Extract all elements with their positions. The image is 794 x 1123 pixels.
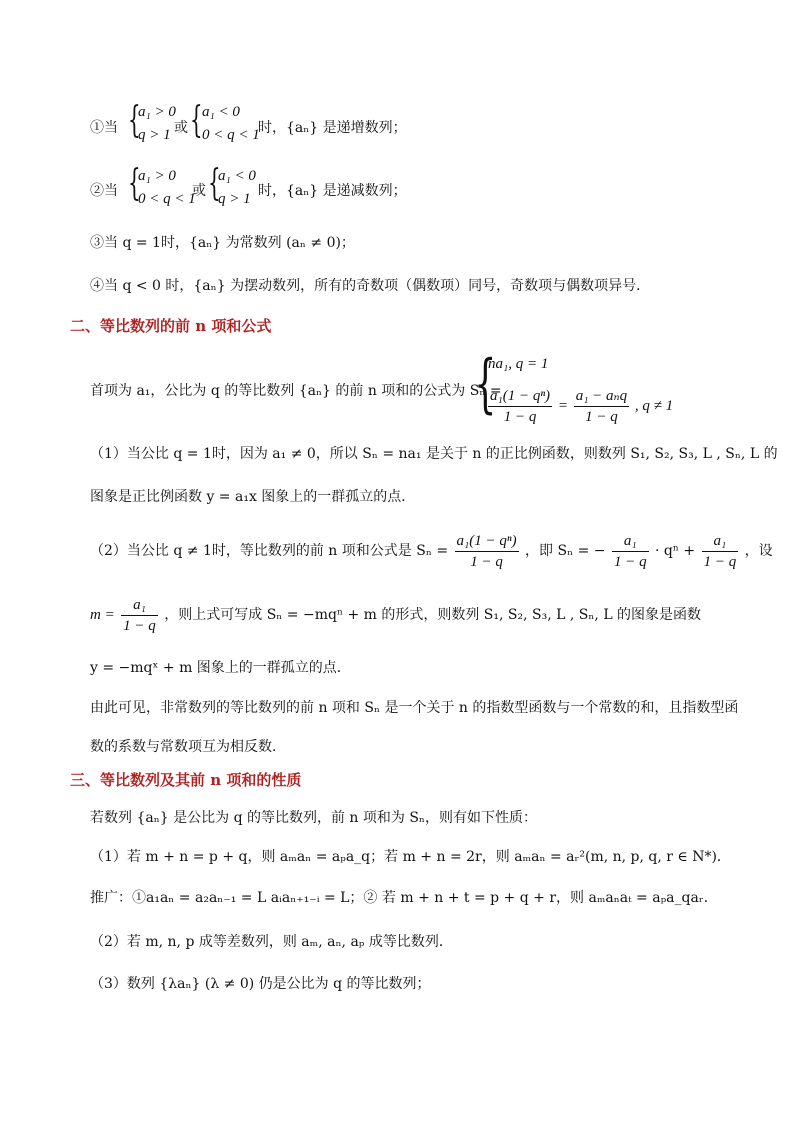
equals-sign: = <box>557 397 568 414</box>
sum-formula-case1: na₁, q = 1 <box>488 356 549 372</box>
section-3-heading: 三、等比数列及其前 n 项和的性质 <box>70 771 302 789</box>
item-1-or: 或 <box>174 120 188 136</box>
left-brace: { <box>208 163 221 204</box>
fraction-denominator: 1 − q <box>503 409 537 425</box>
paragraph-2-line-1 <box>90 528 773 574</box>
item-2-sys1-row1: a₁ > 0 <box>138 168 176 184</box>
left-brace: { <box>190 100 203 141</box>
section-3-intro: 若数列 {aₙ} 是公比为 q 的等比数列，前 n 项和为 Sₙ，则有如下性质： <box>90 810 537 826</box>
text-segment: ，设 <box>744 543 773 559</box>
item-1 <box>90 118 118 138</box>
item-2-sys2-row2: q > 1 <box>218 191 251 207</box>
conclusion-line-1: 由此可见，非常数列的等比数列的前 n 项和 Sₙ 是一个关于 n 的指数型函数与一个常数的和，且指数型函 <box>90 700 739 716</box>
fraction-denominator: 1 − q <box>585 409 618 425</box>
text-segment: ，则上式可写成 Sₙ = −mqⁿ + m 的形式，则数列 S₁, S₂, S₃, L , Sₙ, L 的图象是函数 <box>164 607 702 623</box>
item-3: ③当 q = 1时，{aₙ} 为常数列 (aₙ ≠ 0)； <box>90 235 355 251</box>
property-1: （1）若 m + n = p + q，则 aₘaₙ = aₚa_q；若 m + n = 2r，则 aₘaₙ = aᵣ²(m, n, p, q, r ∈ N*)． <box>90 849 731 865</box>
sum-formula-case2 <box>486 386 673 427</box>
case-condition: , q ≠ 1 <box>634 397 674 414</box>
item-1-sys1-row2: q > 1 <box>138 127 171 143</box>
fraction-numerator: a₁ <box>121 595 158 616</box>
item-2-suffix: 时，{aₙ} 是递减数列； <box>258 183 407 199</box>
item-1-prefix: ①当 <box>90 120 118 136</box>
item-1-sys2-row1: a₁ < 0 <box>202 104 240 120</box>
item-1-sys1-row1: a₁ > 0 <box>138 104 176 120</box>
conclusion-line-2: 数的系数与常数项互为相反数． <box>90 739 286 755</box>
property-3: （3）数列 {λaₙ} (λ ≠ 0) 仍是公比为 q 的等比数列； <box>90 976 431 992</box>
corollary: 推广：①a₁aₙ = a₂aₙ₋₁ = L aᵢaₙ₊₁₋ᵢ = L；② 若 m + n + t = p + q + r，则 aₘaₙaₜ = aₚa_qaᵣ． <box>90 890 718 906</box>
item-1-sys2-row2: 0 < q < 1 <box>202 127 260 143</box>
paragraph-1-line-2: 图象是正比例函数 y = a₁x 图象上的一群孤立的点． <box>90 489 416 505</box>
fraction-numerator: a₁ − aₙq <box>574 386 629 407</box>
item-2-sys2-row1: a₁ < 0 <box>218 168 256 184</box>
fraction-numerator: a₁ <box>702 531 739 552</box>
section-2-heading: 二、等比数列的前 n 项和公式 <box>70 317 272 335</box>
fraction-denominator: 1 − q <box>703 553 737 570</box>
paragraph-2-line-2 <box>90 592 701 638</box>
text-segment: · qⁿ + <box>655 543 696 559</box>
paragraph-1-line-1: （1）当公比 q = 1时，因为 a₁ ≠ 0，所以 Sₙ = na₁ 是关于 n 的正比例函数，则数列 S₁, S₂, S₃, L , Sₙ, L 的 <box>90 446 778 462</box>
property-2: （2）若 m, n, p 成等差数列，则 aₘ, aₙ, aₚ 成等比数列． <box>90 934 453 950</box>
item-4: ④当 q < 0 时，{aₙ} 为摆动数列，所有的奇数项（偶数项）同号，奇数项与偶数项异号． <box>90 278 651 294</box>
left-brace: { <box>128 100 141 141</box>
fraction-numerator: a₁(1 − qⁿ) <box>455 531 519 552</box>
fraction-numerator: a₁ <box>612 531 649 552</box>
item-2-sys1-row2: 0 < q < 1 <box>138 191 196 207</box>
fraction-denominator: 1 − q <box>123 617 156 634</box>
fraction-denominator: 1 − q <box>613 553 647 570</box>
left-brace: { <box>128 163 141 204</box>
fraction-numerator: a₁(1 − qⁿ) <box>488 386 552 407</box>
item-2-prefix: ②当 <box>90 183 118 199</box>
text-segment: （2）当公比 q ≠ 1时，等比数列的前 n 项和公式是 Sₙ = <box>90 543 449 559</box>
item-2-or: 或 <box>192 183 206 199</box>
text-segment: ，即 Sₙ = − <box>525 543 606 559</box>
sum-formula-intro: 首项为 a₁，公比为 q 的等比数列 {aₙ} 的前 n 项和的公式为 Sₙ = <box>90 383 502 399</box>
paragraph-2-line-3: y = −mqˣ + m 图象上的一群孤立的点． <box>90 660 351 676</box>
left-brace: { <box>474 347 497 421</box>
m-definition: m = <box>90 607 115 623</box>
item-1-suffix: 时，{aₙ} 是递增数列； <box>258 120 407 136</box>
fraction-denominator: 1 − q <box>470 553 503 570</box>
